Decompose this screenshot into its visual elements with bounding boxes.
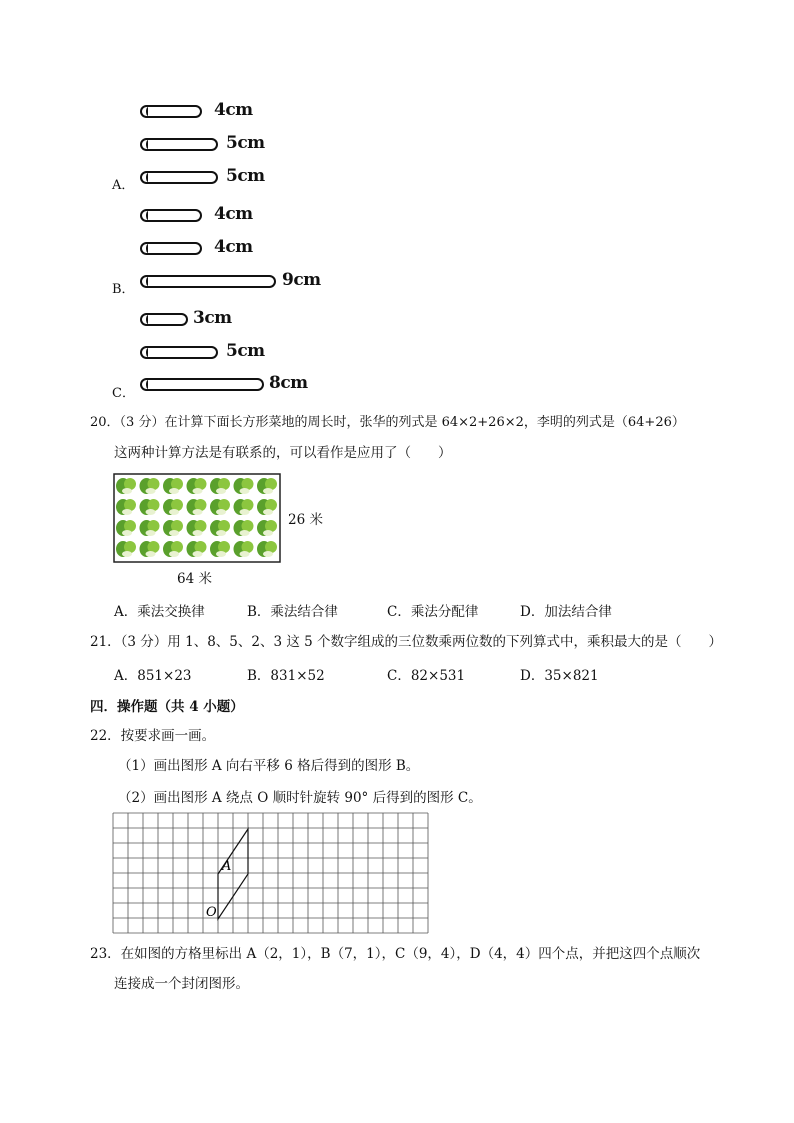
q20-option-b[interactable]: B．乘法结合律 xyxy=(247,604,338,620)
q20-option-a[interactable]: A．乘法交换律 xyxy=(114,604,205,620)
shape-a-label: A xyxy=(222,859,232,874)
stick-label: 4cm xyxy=(214,100,253,120)
section-title: 四．操作题（共 4 小题） xyxy=(90,699,244,715)
q23-text-line1: 23．在如图的方格里标出 A（2，1），B（7，1），C（9，4），D（4，4）四个点，并把这四个点顺次 xyxy=(90,946,701,962)
stick-label: 8cm xyxy=(269,373,308,393)
stick-a2 xyxy=(140,138,218,151)
q21-option-b[interactable]: B．831×52 xyxy=(247,668,325,684)
stick-c3 xyxy=(140,378,264,391)
option-letter-c: C． xyxy=(112,386,135,401)
stick-c2 xyxy=(140,346,218,359)
q21-text: 21．（3 分）用 1、8、5、2、3 这 5 个数字组成的三位数乘两位数的下列算式中，乘积最大的是（ ） xyxy=(90,634,723,650)
point-o-label: O xyxy=(206,905,217,920)
stick-a3 xyxy=(140,171,218,184)
vegetable-field-figure xyxy=(112,472,282,566)
q20-text-line2: 这两种计算方法是有联系的，可以看作是应用了（ ） xyxy=(114,445,452,461)
stick-b2 xyxy=(140,242,202,255)
q20-option-d[interactable]: D．加法结合律 xyxy=(520,604,612,620)
q22-text: 22．按要求画一画。 xyxy=(90,728,216,744)
option-letter-b: B． xyxy=(112,282,135,297)
stick-label: 3cm xyxy=(193,308,232,328)
stick-label: 5cm xyxy=(226,166,265,186)
stick-c1 xyxy=(140,313,188,326)
stick-a1 xyxy=(140,105,202,118)
stick-b3 xyxy=(140,275,276,288)
q22-sub2: （2）画出图形 A 绕点 O 顺时针旋转 90° 后得到的图形 C。 xyxy=(118,790,482,806)
q21-option-d[interactable]: D．35×821 xyxy=(520,668,599,684)
option-letter-a: A． xyxy=(112,178,135,193)
field-height-label: 26 米 xyxy=(288,512,323,528)
q22-sub1: （1）画出图形 A 向右平移 6 格后得到的图形 B。 xyxy=(118,758,420,774)
square-grid xyxy=(112,812,434,938)
q21-option-c[interactable]: C．82×531 xyxy=(387,668,466,684)
q20-text-line1: 20．（3 分）在计算下面长方形菜地的周长时，张华的列式是 64×2+26×2，李明的列式是（64+26） xyxy=(90,415,685,430)
stick-label: 4cm xyxy=(214,237,253,257)
q20-option-c[interactable]: C．乘法分配律 xyxy=(387,604,479,620)
stick-label: 5cm xyxy=(226,133,265,153)
q21-option-a[interactable]: A．851×23 xyxy=(114,668,192,684)
q23-text-line2: 连接成一个封闭图形。 xyxy=(114,976,249,992)
stick-label: 9cm xyxy=(282,270,321,290)
stick-label: 5cm xyxy=(226,341,265,361)
stick-b1 xyxy=(140,209,202,222)
field-width-label: 64 米 xyxy=(177,571,212,587)
stick-label: 4cm xyxy=(214,204,253,224)
